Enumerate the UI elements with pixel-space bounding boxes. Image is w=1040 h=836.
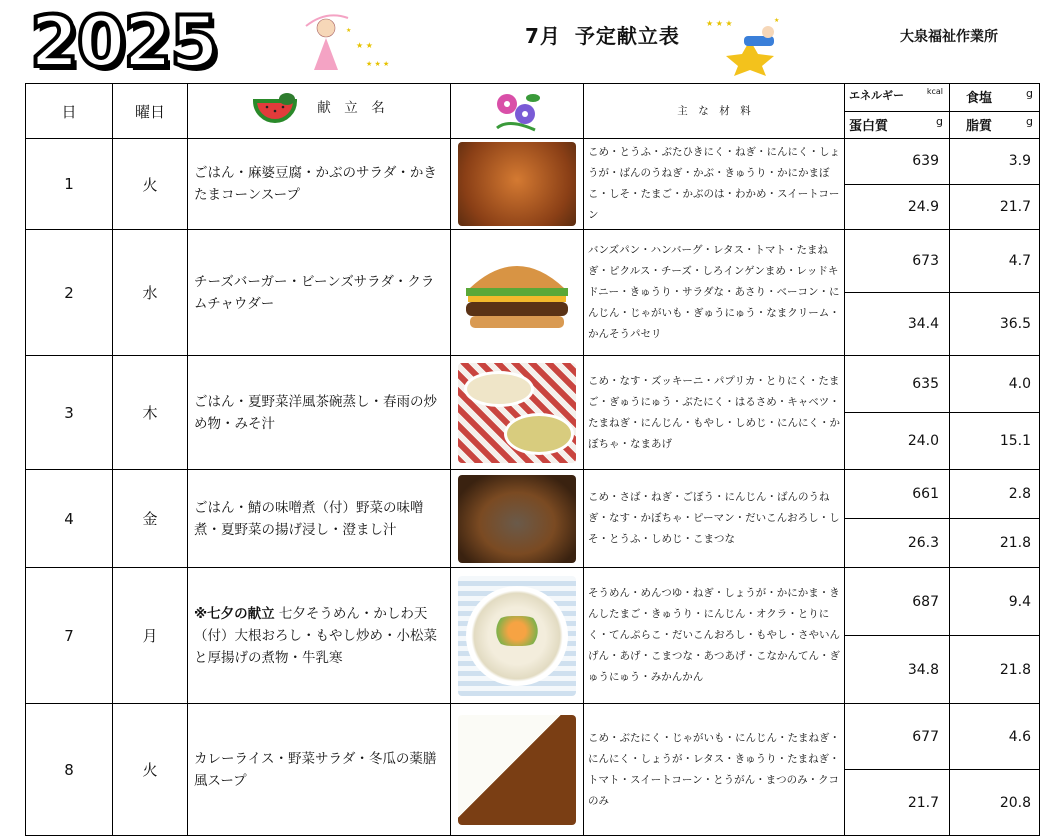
watermelon-icon <box>253 93 297 123</box>
fat-value: 15.1 <box>950 413 1040 470</box>
protein-value: 24.9 <box>845 184 950 230</box>
energy-value: 677 <box>845 704 950 770</box>
curry-rice-photo <box>458 715 576 825</box>
menu-text: 七夕そうめん・かしわ天（付）大根おろし・もやし炒め・小松菜と厚揚げの煮物・牛乳寒 <box>194 605 437 666</box>
energy-value: 673 <box>845 230 950 293</box>
energy-unit: kcal <box>926 87 943 96</box>
day-cell: 4 <box>26 470 113 568</box>
header-salt <box>950 84 1040 112</box>
fat-value: 21.8 <box>950 636 1040 704</box>
tanabata-girl-illustration <box>296 8 392 80</box>
header-protein <box>845 111 950 139</box>
salt-value: 4.0 <box>950 356 1040 413</box>
fat-unit: g <box>1026 114 1033 128</box>
energy-value: 661 <box>845 470 950 519</box>
table-row <box>26 704 1040 770</box>
menu-table <box>25 83 1040 836</box>
day-cell: 1 <box>26 139 113 230</box>
protein-value: 26.3 <box>845 519 950 568</box>
star-rider-illustration <box>700 10 800 76</box>
day-cell: 3 <box>26 356 113 470</box>
energy-label: エネルギー <box>849 89 904 102</box>
dow-cell: 月 <box>113 568 188 704</box>
chawanmushi-photo <box>458 363 576 463</box>
year-heading: 2025 <box>30 1 217 83</box>
morning-glory-icon <box>489 88 545 134</box>
svg-text:★: ★ <box>346 27 352 34</box>
energy-value: 639 <box>845 139 950 185</box>
dow-cell: 火 <box>113 139 188 230</box>
protein-value: 21.7 <box>845 770 950 836</box>
energy-value: 635 <box>845 356 950 413</box>
table-header-row <box>26 84 1040 112</box>
svg-text:★ ★ ★: ★ ★ ★ <box>706 19 733 28</box>
dish-image-cell <box>451 470 584 568</box>
ingredients-cell: バンズパン・ハンバーグ・レタス・トマト・たまねぎ・ピクルス・チーズ・しろインゲンまめ・レッドキドニー・きゅうり・サラダな・あさり・ベーコン・にんじん・じゃがいも・ぎゅうにゅう・なまクリーム・かんそうパセリ <box>584 230 845 356</box>
ingredients-cell: そうめん・めんつゆ・ねぎ・しょうが・かにかま・きんしたまご・きゅうり・にんじん・オクラ・とりにく・てんぷらこ・だいこんおろし・もやし・さやいんげん・あげ・こまつな・あつあげ・こなかんてん・ぎゅうにゅう・みかんかん <box>584 568 845 704</box>
header-ingredients: 主 な 材 料 <box>584 84 845 139</box>
fat-value: 36.5 <box>950 293 1040 356</box>
salt-label: 食塩 <box>966 91 993 106</box>
table-row <box>26 356 1040 413</box>
dish-image-cell <box>451 139 584 230</box>
day-cell: 8 <box>26 704 113 836</box>
dow-cell: 木 <box>113 356 188 470</box>
header-dow: 曜日 <box>113 84 188 139</box>
dow-cell: 火 <box>113 704 188 836</box>
ingredients-cell: こめ・さば・ねぎ・ごぼう・にんじん・ばんのうねぎ・なす・かぼちゃ・ピーマン・だいこんおろし・しそ・とうふ・しめじ・こまつな <box>584 470 845 568</box>
dow-cell: 金 <box>113 470 188 568</box>
protein-unit: g <box>936 114 943 128</box>
table-row <box>26 568 1040 636</box>
header-menu <box>188 84 451 139</box>
month-label: 7月 <box>525 24 561 48</box>
title-label: 予定献立表 <box>574 24 680 48</box>
protein-value: 24.0 <box>845 413 950 470</box>
table-row <box>26 470 1040 519</box>
menu-cell <box>188 568 451 704</box>
dish-image-cell <box>451 356 584 470</box>
menu-cell: カレーライス・野菜サラダ・冬瓜の薬膳風スープ <box>188 704 451 836</box>
dish-image-cell <box>451 568 584 704</box>
fat-value: 21.7 <box>950 184 1040 230</box>
day-cell: 7 <box>26 568 113 704</box>
special-menu-label: ※七夕の献立 <box>194 605 275 622</box>
menu-cell: ごはん・夏野菜洋風茶碗蒸し・春雨の炒め物・みそ汁 <box>188 356 451 470</box>
day-cell: 2 <box>26 230 113 356</box>
protein-label: 蛋白質 <box>849 118 889 134</box>
dish-image-cell <box>451 230 584 356</box>
salt-unit: g <box>1026 87 1033 100</box>
svg-text:★: ★ <box>774 17 780 24</box>
salt-value: 9.4 <box>950 568 1040 636</box>
menu-title <box>525 20 680 49</box>
protein-value: 34.4 <box>845 293 950 356</box>
cheeseburger-photo <box>458 248 576 338</box>
salt-value: 2.8 <box>950 470 1040 519</box>
table-row <box>26 230 1040 293</box>
menu-cell: ごはん・麻婆豆腐・かぶのサラダ・かきたまコーンスープ <box>188 139 451 230</box>
ingredients-cell: こめ・なす・ズッキーニ・パプリカ・とりにく・たまご・ぎゅうにゅう・ぶたにく・はるさめ・キャベツ・たまねぎ・にんじん・もやし・しめじ・にんにく・かぼちゃ・なまあげ <box>584 356 845 470</box>
header-image <box>451 84 584 139</box>
organization-name: 大泉福祉作業所 <box>900 29 998 45</box>
menu-cell: ごはん・鯖の味噌煮（付）野菜の味噌煮・夏野菜の揚げ浸し・澄まし汁 <box>188 470 451 568</box>
ingredients-cell: こめ・ぶたにく・じゃがいも・にんじん・たまねぎ・にんにく・しょうが・レタス・きゅうり・たまねぎ・トマト・スイートコーン・とうがん・まつのみ・クコのみ <box>584 704 845 836</box>
mapo-tofu-photo <box>458 142 576 226</box>
salt-value: 3.9 <box>950 139 1040 185</box>
energy-value: 687 <box>845 568 950 636</box>
svg-text:★ ★ ★: ★ ★ ★ <box>366 60 390 68</box>
header-menu-label: 献 立 名 <box>317 99 385 116</box>
fat-value: 20.8 <box>950 770 1040 836</box>
dow-cell: 水 <box>113 230 188 356</box>
ingredients-cell: こめ・とうふ・ぶたひきにく・ねぎ・にんにく・しょうが・ばんのうねぎ・かぶ・きゅうり・かにかまぼこ・しそ・たまご・かぶのは・わかめ・スイートコーン <box>584 139 845 230</box>
miso-mackerel-photo <box>458 475 576 563</box>
menu-cell: チーズバーガー・ビーンズサラダ・クラムチャウダー <box>188 230 451 356</box>
salt-value: 4.7 <box>950 230 1040 293</box>
fat-label: 脂質 <box>966 118 993 134</box>
svg-text:★ ★: ★ ★ <box>356 41 373 50</box>
salt-value: 4.6 <box>950 704 1040 770</box>
table-row <box>26 139 1040 185</box>
dish-image-cell <box>451 704 584 836</box>
header-day: 日 <box>26 84 113 139</box>
somen-photo <box>458 576 576 696</box>
header-fat <box>950 111 1040 139</box>
protein-value: 34.8 <box>845 636 950 704</box>
header-energy <box>845 84 950 112</box>
fat-value: 21.8 <box>950 519 1040 568</box>
